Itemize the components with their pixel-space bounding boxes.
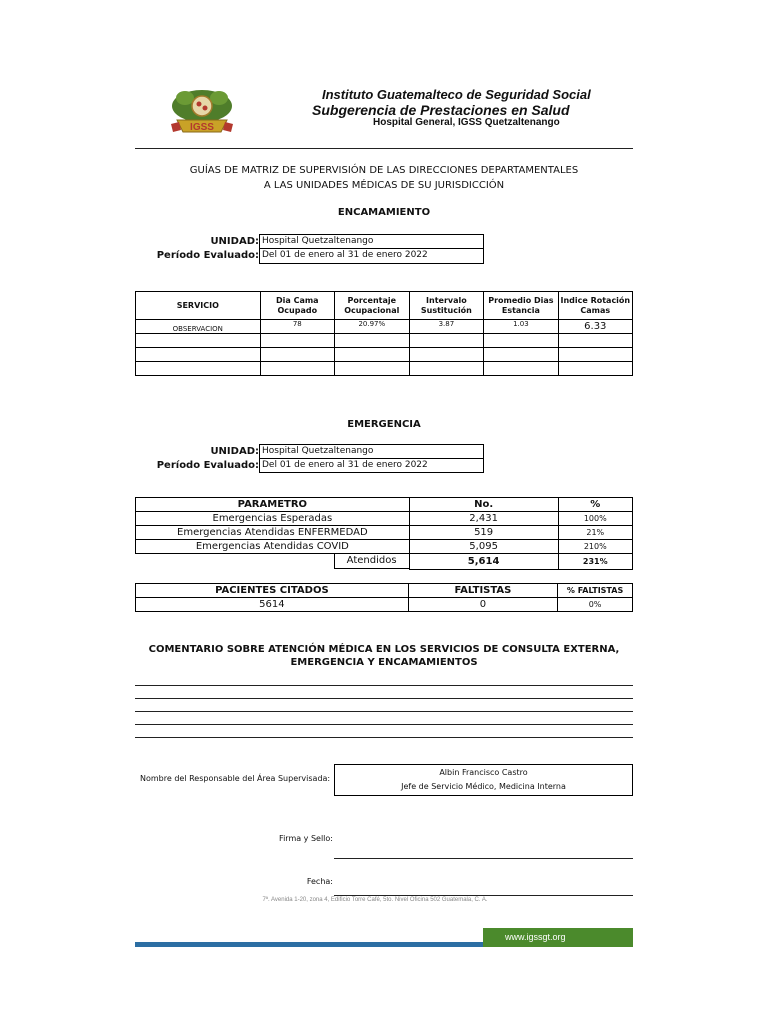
cell-porcentaje: 20.97%	[334, 320, 409, 334]
cell-pacientes-citados: 5614	[136, 598, 409, 612]
responsable-name: Albin Francisco Castro	[439, 768, 528, 777]
hospital-name: Hospital General, IGSS Quetzaltenango	[373, 117, 560, 128]
col-parametro: PARAMETRO	[136, 498, 410, 512]
cell-numero: 2,431	[409, 512, 558, 526]
responsable-box	[334, 764, 633, 796]
footer-website[interactable]: www.igssgt.org	[483, 928, 633, 947]
cell-porcentaje: 21%	[558, 526, 633, 540]
comentario-title	[135, 643, 633, 669]
fecha-label: Fecha:	[306, 877, 333, 886]
emergencia-periodo-field: Del 01 de enero al 31 de enero 2022	[259, 458, 484, 473]
total-label: Atendidos	[334, 554, 409, 569]
subgerencia-name: Subgerencia de Prestaciones en Salud	[312, 102, 570, 118]
header-divider	[135, 148, 633, 149]
fecha-line	[334, 895, 633, 896]
table-row	[136, 598, 633, 612]
table-row	[136, 320, 633, 334]
cell-parametro: Emergencias Atendidas COVID	[136, 540, 410, 554]
total-pct: 231%	[558, 554, 633, 570]
cell-parametro: Emergencias Esperadas	[136, 512, 410, 526]
cell-indice: 6.33	[558, 320, 632, 334]
emergencia-title: EMERGENCIA	[347, 419, 421, 430]
table-row	[136, 526, 633, 540]
cell-faltistas: 0	[408, 598, 557, 612]
cell-numero: 5,095	[409, 540, 558, 554]
emergencia-table	[135, 497, 633, 570]
footer-address: 7ª. Avenida 1-20, zona 4, Edificio Torre Café, 5to. Nivel Oficina 502 Guatemala, C. A.	[262, 897, 488, 903]
table-row	[136, 512, 633, 526]
firma-line	[334, 858, 633, 859]
table-row	[136, 362, 633, 376]
cell-porcentaje: 100%	[558, 512, 633, 526]
col-dia-cama: Dia Cama Ocupado	[260, 292, 334, 320]
cell-servicio: OBSERVACION	[136, 320, 261, 334]
encamamiento-periodo-label: Período Evaluado:	[156, 250, 259, 261]
institute-name: Instituto Guatemalteco de Seguridad Social	[322, 87, 591, 102]
col-intervalo: Intervalo Sustitución	[409, 292, 484, 320]
comentario-line-2: EMERGENCIA Y ENCAMAMIENTOS	[290, 657, 478, 668]
col-porcentaje: %	[558, 498, 633, 512]
responsable-position: Jefe de Servicio Médico, Medicina Interna	[401, 782, 566, 791]
cell-dia-cama: 78	[260, 320, 334, 334]
cell-porcentaje: 210%	[558, 540, 633, 554]
comment-line	[135, 711, 633, 712]
cell-promedio: 1.03	[484, 320, 558, 334]
footer-blue-bar	[135, 942, 483, 947]
total-row	[136, 554, 633, 570]
guide-title-line-1: GUÍAS DE MATRIZ DE SUPERVISIÓN DE LAS DIRECCIONES DEPARTAMENTALES	[189, 165, 579, 176]
table-row	[136, 540, 633, 554]
table-row	[136, 334, 633, 348]
cell-parametro: Emergencias Atendidas ENFERMEDAD	[136, 526, 410, 540]
citados-table	[135, 583, 633, 612]
cell-intervalo: 3.87	[409, 320, 484, 334]
firma-label: Firma y Sello:	[279, 834, 333, 843]
cell-numero: 519	[409, 526, 558, 540]
col-promedio: Promedio Dias Estancia	[484, 292, 558, 320]
comment-line	[135, 698, 633, 699]
logo-lettering: IGSS	[190, 122, 214, 133]
igss-logo	[163, 84, 241, 140]
col-porcentaje: Porcentaje Ocupacional	[334, 292, 409, 320]
encamamiento-periodo-field: Del 01 de enero al 31 de enero 2022	[259, 248, 484, 264]
comentario-line-1: COMENTARIO SOBRE ATENCIÓN MÉDICA EN LOS SERVICIOS DE CONSULTA EXTERNA,	[148, 644, 620, 655]
col-faltistas: FALTISTAS	[408, 584, 557, 598]
col-servicio: SERVICIO	[136, 292, 261, 320]
col-pacientes-citados: PACIENTES CITADOS	[136, 584, 409, 598]
encamamiento-table	[135, 291, 633, 376]
table-row	[136, 348, 633, 362]
guide-title	[135, 163, 633, 193]
total-value: 5,614	[409, 554, 558, 570]
emergencia-unidad-field: Hospital Quetzaltenango	[259, 444, 484, 459]
guide-title-line-2: A LAS UNIDADES MÉDICAS DE SU JURISDICCIÓN	[263, 180, 505, 191]
emergencia-unidad-label: UNIDAD:	[210, 446, 259, 457]
col-numero: No.	[409, 498, 558, 512]
comment-line	[135, 737, 633, 738]
col-indice: Indice Rotación Camas	[558, 292, 632, 320]
col-pct-faltistas: % FALTISTAS	[558, 584, 633, 598]
comment-line	[135, 685, 633, 686]
comment-line	[135, 724, 633, 725]
cell-pct-faltistas: 0%	[558, 598, 633, 612]
encamamiento-title: ENCAMAMIENTO	[337, 207, 431, 218]
encamamiento-unidad-label: UNIDAD:	[210, 236, 259, 247]
encamamiento-unidad-field: Hospital Quetzaltenango	[259, 234, 484, 249]
responsable-label: Nombre del Responsable del Área Supervisada:	[140, 774, 331, 783]
emergencia-periodo-label: Período Evaluado:	[156, 460, 259, 471]
